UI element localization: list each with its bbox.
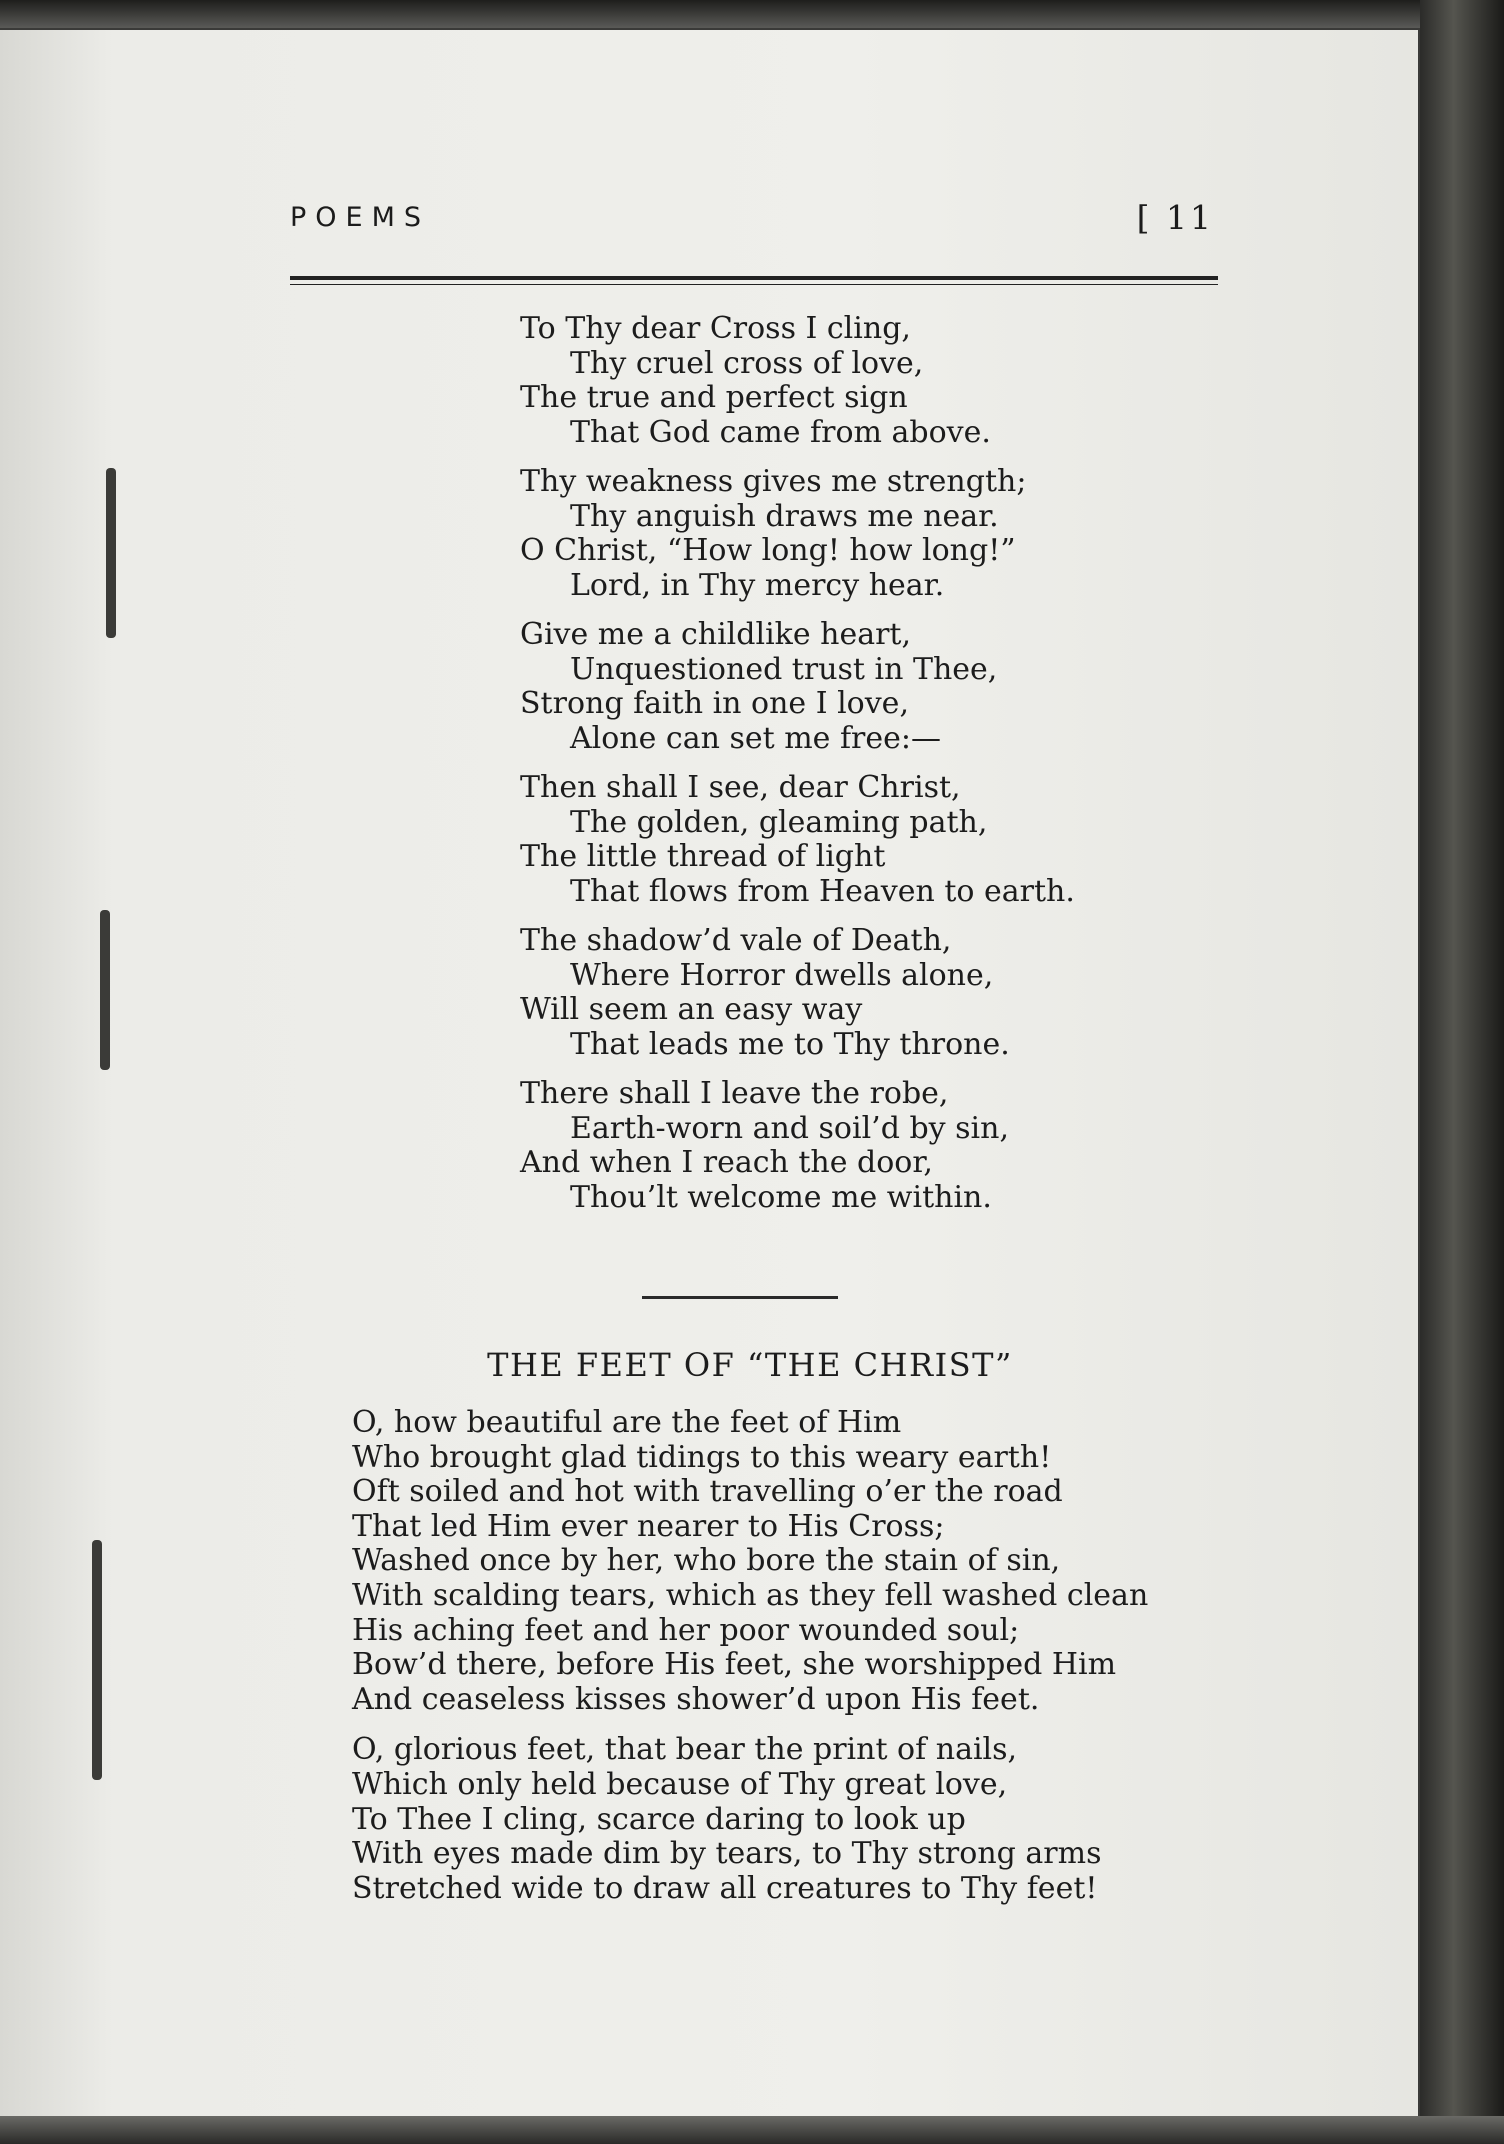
poem-line: That leads me to Thy throne. xyxy=(570,1026,1010,1062)
poem-line: Unquestioned trust in Thee, xyxy=(570,651,998,687)
stanza xyxy=(520,1077,1160,1215)
poem-line: Which only held because of Thy great love, xyxy=(352,1766,1008,1802)
binding-stitch xyxy=(106,468,116,638)
poem-line: Earth-worn and soil’d by sin, xyxy=(570,1110,1009,1146)
poem-line: Thy weakness gives me strength; xyxy=(520,464,1027,499)
poem-line: Thy cruel cross of love, xyxy=(570,345,924,381)
poem-line: Will seem an easy way xyxy=(520,992,863,1027)
poem-line: That flows from Heaven to earth. xyxy=(570,873,1075,909)
stanza xyxy=(520,924,1160,1062)
poem-line: The golden, gleaming path, xyxy=(570,804,988,840)
poem-line: Who brought glad tidings to this weary earth! xyxy=(352,1439,1052,1475)
poem-line: To Thee I cling, scarce daring to look up xyxy=(352,1801,966,1837)
scan-top-edge xyxy=(0,0,1504,28)
poem-line: Stretched wide to draw all creatures to Thy feet! xyxy=(352,1870,1098,1906)
poem-line: Then shall I see, dear Christ, xyxy=(520,770,961,805)
poem-line: And when I reach the door, xyxy=(520,1145,933,1180)
poem-feet-of-christ xyxy=(352,1406,1252,1922)
poem-line: There shall I leave the robe, xyxy=(520,1076,949,1111)
poem-line: Give me a childlike heart, xyxy=(520,617,912,652)
poem-line: The shadow’d vale of Death, xyxy=(520,923,952,958)
poem-line: Washed once by her, who bore the stain of sin, xyxy=(352,1543,1061,1579)
poem-line: And ceaseless kisses shower’d upon His feet. xyxy=(352,1681,1040,1717)
stanza xyxy=(520,465,1160,603)
poem-line: Alone can set me free:— xyxy=(570,720,942,756)
stanza xyxy=(520,771,1160,909)
book-page xyxy=(0,30,1418,2118)
poem-line: His aching feet and her poor wounded soul; xyxy=(352,1612,1020,1648)
section-divider xyxy=(642,1296,838,1299)
poem-line: Thy anguish draws me near. xyxy=(570,498,999,534)
poem-line: Where Horror dwells alone, xyxy=(570,957,994,993)
stanza xyxy=(520,312,1160,450)
poem-line: Bow’d there, before His feet, she worshipped Him xyxy=(352,1647,1117,1683)
page-number: [ 11 xyxy=(1136,198,1214,237)
binding-stitch xyxy=(92,1540,102,1780)
poem-line: O Christ, “How long! how long!” xyxy=(520,533,1016,568)
poem-cross xyxy=(520,312,1160,1230)
poem-line: That led Him ever nearer to His Cross; xyxy=(352,1508,945,1544)
stanza xyxy=(352,1733,1252,1906)
poem-line: That God came from above. xyxy=(570,414,991,450)
binding-stitch xyxy=(100,910,110,1070)
poem-line: The little thread of light xyxy=(520,839,886,874)
poem-title: THE FEET OF “THE CHRIST” xyxy=(487,1346,1013,1384)
poem-line: Strong faith in one I love, xyxy=(520,686,909,721)
poem-line: With scalding tears, which as they fell washed clean xyxy=(352,1577,1149,1613)
scan-right-edge xyxy=(1420,0,1504,2144)
stanza xyxy=(520,618,1160,756)
poem-line: Lord, in Thy mercy hear. xyxy=(570,567,945,603)
poem-line: With eyes made dim by tears, to Thy strong arms xyxy=(352,1836,1102,1872)
poem-line: To Thy dear Cross I cling, xyxy=(520,311,911,346)
poem-line: O, how beautiful are the feet of Him xyxy=(352,1405,902,1440)
stanza xyxy=(352,1406,1252,1717)
poem-line: O, glorious feet, that bear the print of nails, xyxy=(352,1732,1018,1768)
running-head-title: POEMS xyxy=(290,202,431,233)
poem-line: Thou’lt welcome me within. xyxy=(570,1179,992,1215)
running-head xyxy=(290,198,1220,242)
poem-line: The true and perfect sign xyxy=(520,380,908,415)
poem-line: Oft soiled and hot with travelling o’er the road xyxy=(352,1474,1063,1510)
header-rule xyxy=(290,276,1218,285)
scan-bottom-edge xyxy=(0,2116,1504,2144)
